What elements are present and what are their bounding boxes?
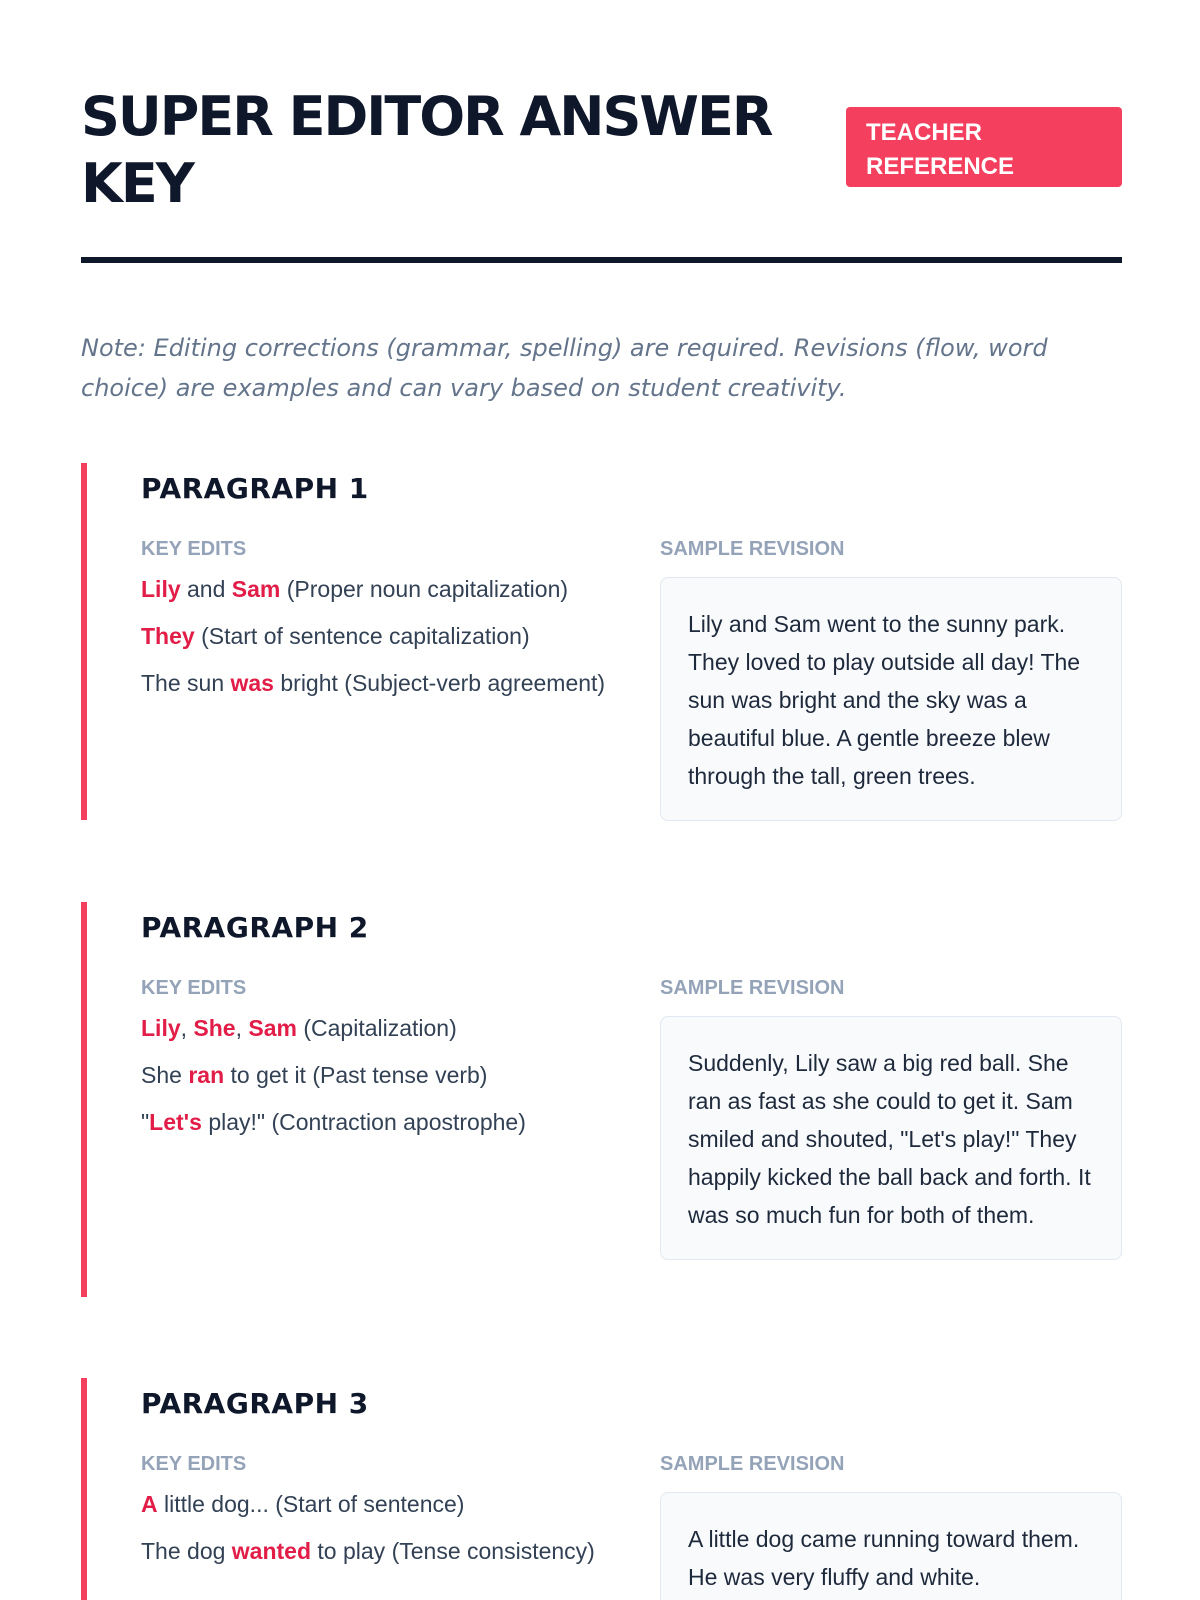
key-edits-label: KEY EDITS <box>141 538 247 560</box>
key-edit-item <box>141 1488 611 1521</box>
highlighted-correction: Sam <box>248 1015 297 1041</box>
section-title: PARAGRAPH 2 <box>141 911 369 944</box>
key-edit-item <box>141 1106 611 1139</box>
edit-text: (Capitalization) <box>296 1015 457 1041</box>
paragraph-section-1 <box>81 463 1122 820</box>
sample-revision-label: SAMPLE REVISION <box>660 1453 845 1475</box>
edit-text: bright (Subject-verb agreement) <box>273 670 606 696</box>
key-edit-item <box>141 667 611 700</box>
edit-text: and <box>180 576 232 602</box>
page-title: SUPER EDITOR ANSWER KEY <box>81 85 772 215</box>
highlighted-correction: Sam <box>231 576 281 602</box>
sample-revision-text: Lily and Sam went to the sunny park. They loved to play outside all day! The sun was bright and the sky was a beautiful blue. A gentle breeze blew through the tall, green trees. <box>688 611 1081 789</box>
edit-text: , <box>180 1015 194 1041</box>
paragraph-section-2 <box>81 902 1122 1297</box>
edit-text: to play (Tense consistency) <box>311 1538 595 1564</box>
key-edit-item <box>141 1059 611 1092</box>
key-edit-item <box>141 1535 611 1568</box>
edit-text: to get it (Past tense verb) <box>224 1062 488 1088</box>
section-title: PARAGRAPH 3 <box>141 1387 369 1420</box>
highlighted-correction: was <box>230 670 274 696</box>
highlighted-correction: Let's <box>149 1109 202 1135</box>
key-edits-list <box>141 1488 611 1582</box>
key-edit-item <box>141 1012 611 1045</box>
sample-revision-box <box>660 1016 1122 1260</box>
section-title: PARAGRAPH 1 <box>141 472 369 505</box>
instructions-note: Note: Editing corrections (grammar, spelling) are required. Revisions (flow, word choice) are examples and can vary based on student creativity. <box>81 334 1048 402</box>
highlighted-correction: They <box>141 623 195 649</box>
key-edits-label: KEY EDITS <box>141 1453 247 1475</box>
highlighted-correction: ran <box>188 1062 225 1088</box>
edit-text: little dog... (Start of sentence) <box>157 1491 465 1517</box>
edit-text: The sun <box>141 670 231 696</box>
edit-text: play!" (Contraction apostrophe) <box>201 1109 526 1135</box>
key-edits-label: KEY EDITS <box>141 977 247 999</box>
edit-text: " <box>141 1109 150 1135</box>
key-edits-list <box>141 573 611 714</box>
edit-text: She <box>141 1062 189 1088</box>
edit-text: (Proper noun capitalization) <box>280 576 569 602</box>
edit-text: , <box>235 1015 249 1041</box>
highlighted-correction: wanted <box>231 1538 312 1564</box>
key-edit-item <box>141 620 611 653</box>
page-header <box>81 83 1122 263</box>
highlighted-correction: Lily <box>141 576 181 602</box>
sample-revision-box <box>660 1492 1122 1600</box>
teacher-reference-badge: TEACHER REFERENCE <box>846 107 1122 187</box>
sample-revision-box <box>660 577 1122 821</box>
edit-text: The dog <box>141 1538 232 1564</box>
paragraph-section-3 <box>81 1378 1122 1600</box>
key-edits-list <box>141 1012 611 1153</box>
key-edit-item <box>141 573 611 606</box>
sample-revision-text: Suddenly, Lily saw a big red ball. She ran as fast as she could to get it. Sam smiled and shouted, "Let's play!" They happily kicked the ball back and forth. It was so much fun for both of them. <box>688 1050 1091 1228</box>
highlighted-correction: She <box>193 1015 236 1041</box>
highlighted-correction: Lily <box>141 1015 181 1041</box>
edit-text: (Start of sentence capitalization) <box>194 623 530 649</box>
highlighted-correction: A <box>141 1491 158 1517</box>
sample-revision-label: SAMPLE REVISION <box>660 538 845 560</box>
sample-revision-text: A little dog came running toward them. He was very fluffy and white. <box>688 1526 1080 1590</box>
sample-revision-label: SAMPLE REVISION <box>660 977 845 999</box>
